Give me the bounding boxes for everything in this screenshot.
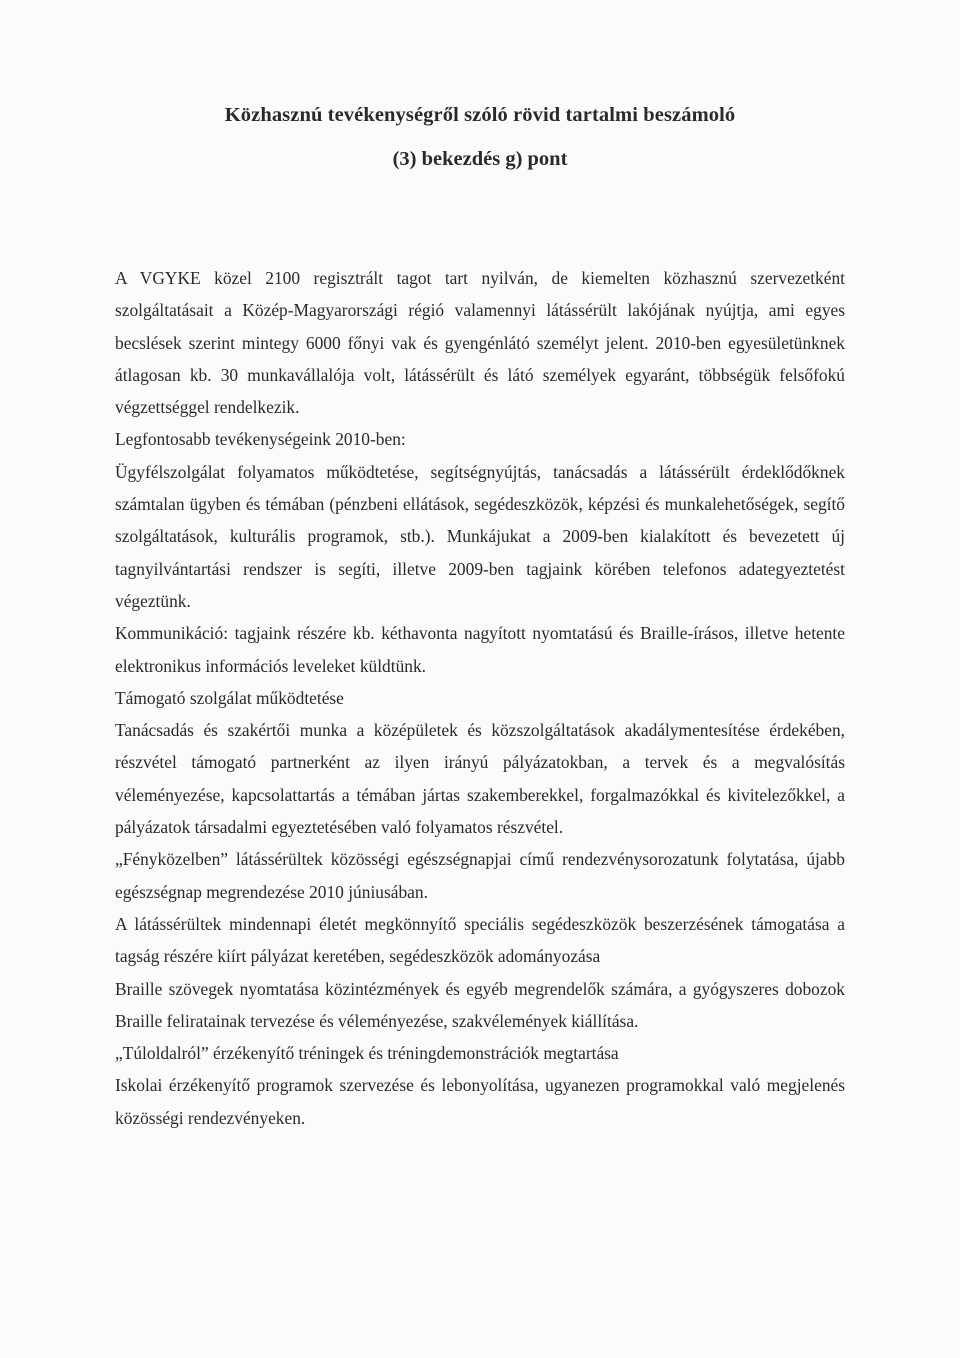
paragraph-intro: A VGYKE közel 2100 regisztrált tagot tart nyilván, de kiemelten közhasznú szervezetként szolgáltatásait a Közép-Magyarországi régió valamennyi látássérült lakójának nyújtja, ami egyes becslések szerint mintegy 6000 főnyi vak és gyengénlátó személyt jelent. 2010-ben egyesületünknek átlagosan kb. 30 munkavállalója volt, látássérült és látó személyek egyaránt, többségük felsőfokú végzettséggel rendelkezik. xyxy=(115,268,845,418)
paragraph-accessibility-consulting: Tanácsadás és szakértői munka a középületek és közszolgáltatások akadálymentesítése érdekében, részvétel támogató partnerként az ilyen irányú pályázatokban, a tervek és a megvalósítás véleményezése, kapcsolattartás a témában jártas szakemberekkel, forgalmazókkal és kivitelezőkkel, a pályázatok társadalmi egyeztetésében való folyamatos részvétel. xyxy=(115,720,845,838)
paragraph-school-programs: Iskolai érzékenyítő programok szervezése és lebonyolítása, ugyanezen programokkal való megjelenés közösségi rendezvényeken. xyxy=(115,1075,845,1128)
document-subtitle: (3) bekezdés g) pont xyxy=(392,148,568,170)
document-body xyxy=(115,262,845,1134)
paragraph-sensitization-trainings: „Túloldalról” érzékenyítő tréningek és tréningdemonstrációk megtartása xyxy=(115,1043,619,1064)
paragraph-health-days: „Fényközelben” látássérültek közösségi egészségnapjai című rendezvénysorozatunk folytatása, újabb egészségnap megrendezése 2010 júniusában. xyxy=(115,849,845,902)
paragraph-customer-service: Ügyfélszolgálat folyamatos működtetése, segítségnyújtás, tanácsadás a látássérült érdeklődőknek számtalan ügyben és témában (pénzbeni ellátások, segédeszközök, képzési és munkalehetőségek, segítő szolgáltatások, kulturális programok, stb.). Munkájukat a 2009-ben kialakított és bevezetett új tagnyilvántartási rendszer is segíti, illetve 2009-ben tagjaink körében telefonos adategyeztetést végeztünk. xyxy=(115,461,845,611)
paragraph-support-service: Támogató szolgálat működtetése xyxy=(115,687,344,708)
paragraph-braille-printing: Braille szövegek nyomtatása közintézmények és egyéb megrendelők számára, a gyógyszeres dobozok Braille feliratainak tervezése és véleményezése, szakvélemények kiállítása. xyxy=(115,978,845,1031)
paragraph-communication: Kommunikáció: tagjaink részére kb. kéthavonta nagyított nyomtatású és Braille-írásos, illetve hetente elektronikus információs leveleket küldtünk. xyxy=(115,623,845,676)
paragraph-activities-heading: Legfontosabb tevékenységeink 2010-ben: xyxy=(115,429,406,450)
paragraph-assistive-devices: A látássérültek mindennapi életét megkönnyítő speciális segédeszközök beszerzésének támogatása a tagság részére kiírt pályázat keretében, segédeszközök adományozása xyxy=(115,913,845,967)
document-title: Közhasznú tevékenységről szóló rövid tartalmi beszámoló xyxy=(224,104,736,126)
title-block xyxy=(115,0,845,176)
